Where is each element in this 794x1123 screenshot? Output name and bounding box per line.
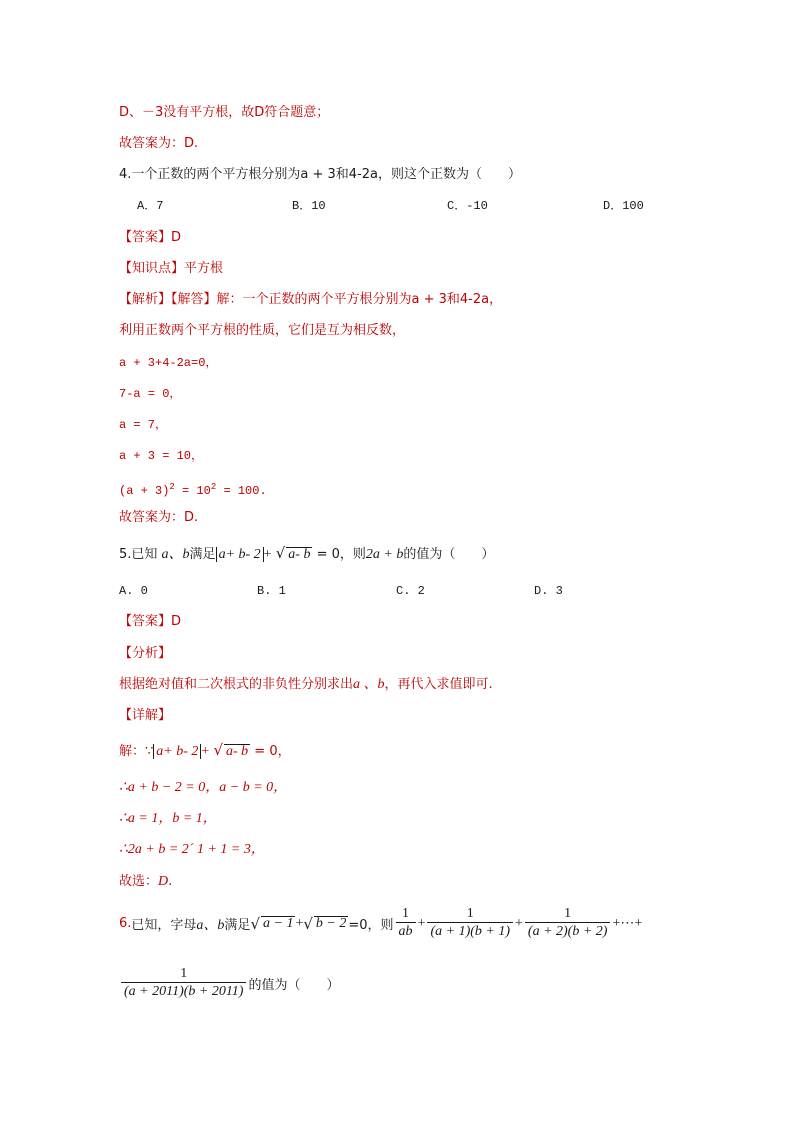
q5-option-b: B. 1 [257, 584, 286, 598]
q5-option-d: D. 3 [534, 584, 563, 598]
q5-target: 2a + b [365, 547, 404, 562]
q5-solution-line-1: 解：∵ a+ b- 2 + √ a- b = 0， [119, 741, 291, 759]
q4-step-1: 利用正数两个平方根的性质，它们是互为相反数， [119, 323, 406, 338]
q6-number: 6. [119, 916, 132, 931]
q4-option-b: B．10 [292, 199, 326, 213]
q4-analysis: 【解析】【解答】解：一个正数的两个平方根分别为a + 3和4-2a， [119, 292, 503, 307]
q5-abs-expr: a+ b- 2 [216, 547, 264, 562]
q3-option-d-explanation: D、－3没有平方根，故D符合题意； [119, 105, 330, 120]
q5-option-a: A. 0 [119, 584, 148, 598]
q5-analysis-text: 根据绝对值和二次根式的非负性分别求出a 、b，再代入求值即可. [119, 677, 493, 692]
q3-conclusion: 故答案为：D. [119, 136, 199, 151]
q5-vars: a、b [161, 547, 190, 562]
q4-conclusion: 故答案为：D. [119, 510, 199, 525]
q6-sqrt-2: b − 2 [315, 916, 347, 931]
q5-option-c: C. 2 [396, 584, 425, 598]
q4-step-2: a + 3+4-2a=0， [119, 356, 218, 370]
q5-solution-line-3: ∴a = 1，b = 1， [119, 811, 217, 826]
q5-analysis-label: 【分析】 [119, 646, 172, 661]
q5-solution-line-2: ∴a + b − 2 = 0，a − b = 0， [119, 780, 288, 795]
q5-choice: 故选：D. [119, 874, 173, 889]
q4-option-d: D．100 [603, 199, 644, 213]
q5-detail-label: 【详解】 [119, 708, 172, 723]
q6-stem: 6. 已知，字母 a、b 满足 √ a − 1 + √ b − 2 =0，则 $\frac{1}{ab}$ + $\frac{1}{(a + 1)(b + 1)}$ + $\frac{1}{(a + 2)(b + 2)}$ +⋯+ [119, 906, 643, 939]
q4-option-c: C．-10 [447, 199, 488, 213]
q4-knowledge-point: 【知识点】平方根 [119, 261, 224, 276]
q4-option-a: A．7 [137, 199, 164, 213]
q4-step-3: 7-a = 0， [119, 387, 182, 401]
q5-stem: 5.已知 a、b满足 a+ b- 2 + √ a- b = 0，则2a + b的值为（ ） [119, 544, 495, 562]
q5-answer: 【答案】D [119, 614, 182, 629]
q6-sqrt-1: a − 1 [263, 916, 294, 931]
q4-step-5: a + 3 = 10， [119, 449, 204, 463]
q6-fraction-2: $\frac{1}{(a + 1)(b + 1)}$ [427, 906, 513, 941]
q4-step-6: $(a + 3)^2 = 10^2 = 100$. [119, 482, 267, 498]
q6-fraction-4: $\frac{1}{(a + 2011)(b + 2011)}$ [121, 966, 246, 1001]
q5-sqrt-expr: a- b [288, 547, 311, 562]
q6-fraction-1: $\frac{1}{ab}$ [396, 906, 416, 941]
q4-answer: 【答案】D [119, 230, 182, 245]
q4-step-4: a = 7， [119, 418, 168, 432]
q4-stem: 4.一个正数的两个平方根分别为a + 3和4-2a，则这个正数为（ ） [119, 167, 521, 182]
q5-solution-line-4: ∴2a + b = 2´ 1 + 1 = 3， [119, 842, 265, 857]
q6-stem-continued: $\frac{1}{(a + 2011)(b + 2011)}$ 的值为（ ） [119, 966, 339, 1001]
q6-fraction-3: $\frac{1}{(a + 2)(b + 2)}$ [525, 906, 611, 941]
